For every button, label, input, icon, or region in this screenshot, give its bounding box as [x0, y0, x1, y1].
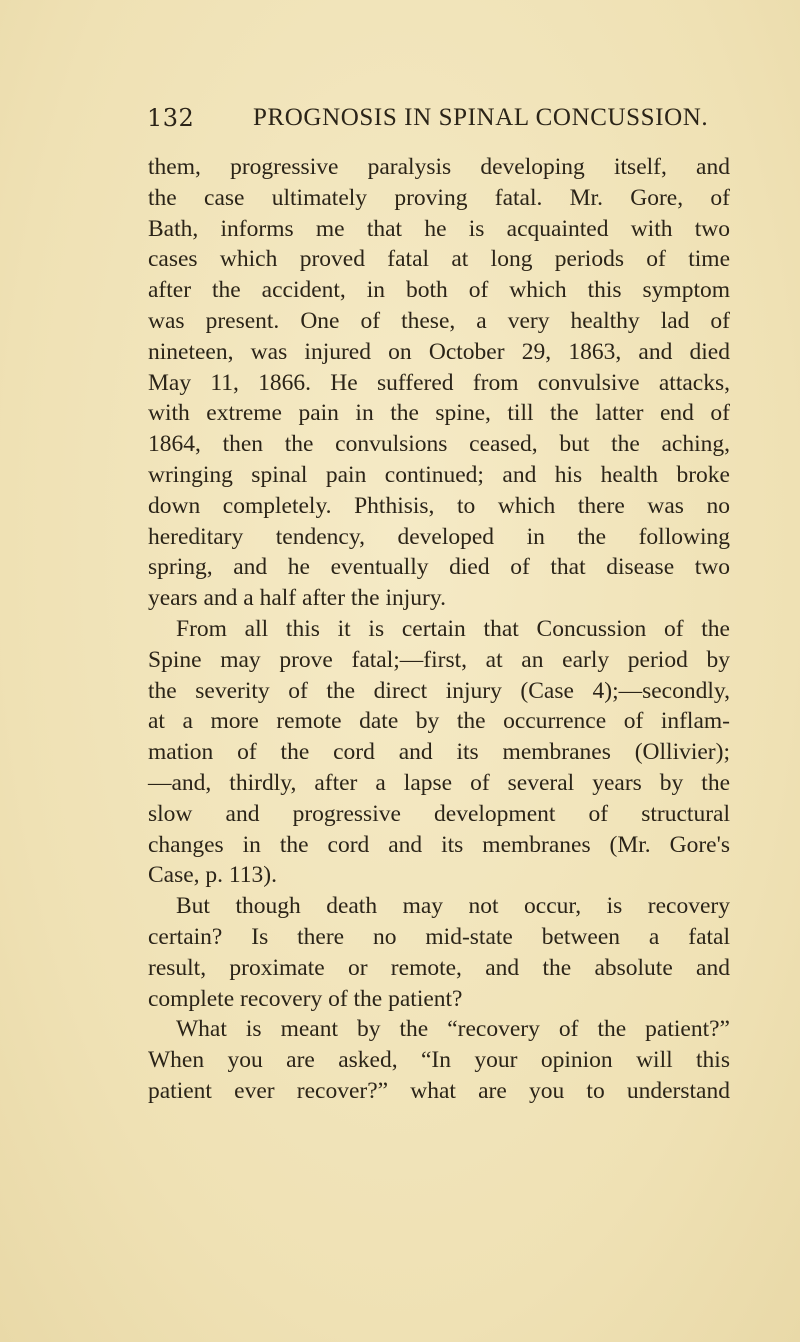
text-line: When you are asked, “In your opinion will this	[148, 1047, 730, 1074]
text-line: them, progressive paralysis developing itself, and	[148, 154, 730, 180]
text-line: May 11, 1866. He suffered from convulsive attacks,	[148, 369, 730, 396]
text-line: complete recovery of the patient?	[148, 985, 463, 1012]
text-line: From all this it is certain that Concussion of the	[176, 615, 730, 642]
text-line: 1864, then the convulsions ceased, but the aching,	[148, 431, 730, 458]
text-line: years and a half after the injury.	[148, 585, 446, 612]
text-line: with extreme pain in the spine, till the latter end of	[148, 400, 730, 427]
text-line: result, proximate or remote, and the absolute and	[148, 954, 730, 981]
text-line: Spine may prove fatal;—first, at an early period by	[148, 646, 730, 673]
text-line: What is meant by the “recovery of the patient?”	[176, 1016, 730, 1043]
text-line: nineteen, was injured on October 29, 1863, and died	[148, 338, 730, 365]
text-line: spring, and he eventually died of that disease two	[148, 554, 730, 581]
running-title: PROGNOSIS IN SPINAL CONCUSSION.	[253, 104, 709, 131]
body-text	[148, 152, 730, 1107]
text-line: hereditary tendency, developed in the following	[148, 523, 730, 550]
text-line: wringing spinal pain continued; and his health broke	[148, 461, 730, 488]
text-line: changes in the cord and its membranes (Mr. Gore's	[148, 831, 730, 858]
text-line: Case, p. 113).	[148, 862, 278, 889]
text-line: cases which proved fatal at long periods of time	[148, 246, 730, 273]
text-line: Bath, informs me that he is acquainted with two	[148, 215, 730, 242]
text-line: mation of the cord and its membranes (Ollivier);	[148, 739, 730, 766]
text-line: certain? Is there no mid-state between a fatal	[148, 923, 730, 950]
running-head	[147, 104, 787, 138]
text-line: the case ultimately proving fatal. Mr. Gore, of	[148, 184, 730, 211]
text-line: slow and progressive development of structural	[148, 800, 730, 827]
text-line: down completely. Phthisis, to which there was no	[148, 492, 730, 519]
text-line: —and, thirdly, after a lapse of several years by the	[148, 769, 730, 796]
page-number: 132	[147, 104, 195, 132]
text-line: the severity of the direct injury (Case 4);—secondly,	[148, 677, 730, 704]
text-line: patient ever recover?” what are you to understand	[148, 1077, 730, 1104]
text-line: at a more remote date by the occurrence of inflam-	[148, 708, 730, 735]
text-line: was present. One of these, a very healthy lad of	[148, 307, 730, 334]
text-line: But though death may not occur, is recovery	[176, 893, 730, 920]
text-line: after the accident, in both of which this symptom	[148, 277, 730, 304]
